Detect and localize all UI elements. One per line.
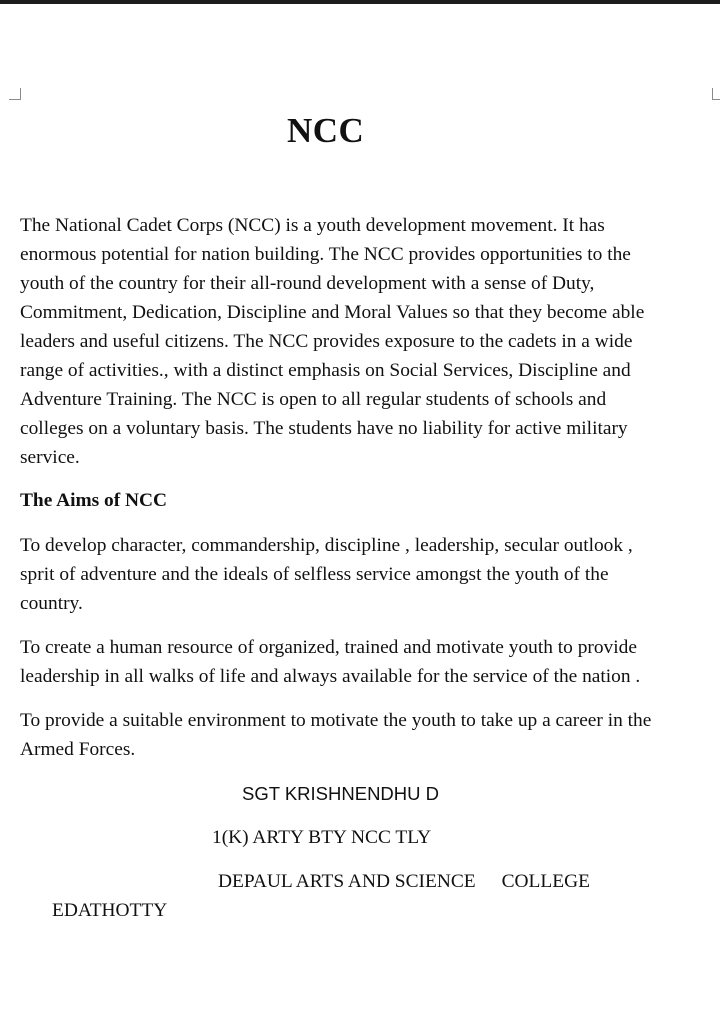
intro-line: enormous potential for nation building. The NCC provides opportunities to the [20,244,631,265]
aim-paragraph-3 [20,706,712,764]
aim-line: country. [20,593,83,614]
window-top-border [0,0,720,4]
signature-name: SGT KRISHNENDHU D [242,783,440,804]
intro-line: The National Cadet Corps (NCC) is a youth development movement. It has [20,215,605,236]
college-name-part: DEPAUL ARTS AND SCIENCE [218,871,476,892]
signature-college [218,867,590,896]
intro-paragraph [20,211,712,472]
aims-heading: The Aims of NCC [20,490,168,511]
intro-line: Adventure Training. The NCC is open to all regular students of schools and [20,389,607,410]
aim-paragraph-1 [20,531,712,618]
intro-line: leaders and useful citizens. The NCC provides exposure to the cadets in a wide [20,331,633,352]
aim-line: To develop character, commandership, discipline , leadership, secular outlook , [20,535,633,556]
document-title: NCC [287,111,365,150]
aim-line: sprit of adventure and the ideals of selfless service amongst the youth of the [20,564,609,585]
page-corner-mark-right [712,88,720,100]
aim-line: leadership in all walks of life and always available for the service of the nation . [20,666,641,687]
intro-line: colleges on a voluntary basis. The students have no liability for active military [20,418,628,439]
college-word: COLLEGE [501,871,590,892]
intro-line: range of activities., with a distinct emphasis on Social Services, Discipline and [20,360,631,381]
aim-paragraph-2 [20,633,712,691]
aim-line: To create a human resource of organized, trained and motivate youth to provide [20,637,637,658]
signature-unit: 1(K) ARTY BTY NCC TLY [212,827,432,848]
intro-line: service. [20,447,80,468]
aim-line: Armed Forces. [20,739,136,760]
aim-line: To provide a suitable environment to motivate the youth to take up a career in the [20,710,652,731]
signature-place: EDATHOTTY [52,900,168,921]
intro-line: youth of the country for their all-round development with a sense of Duty, [20,273,595,294]
intro-line: Commitment, Dedication, Discipline and Moral Values so that they become able [20,302,645,323]
page-corner-mark-left [9,88,21,100]
